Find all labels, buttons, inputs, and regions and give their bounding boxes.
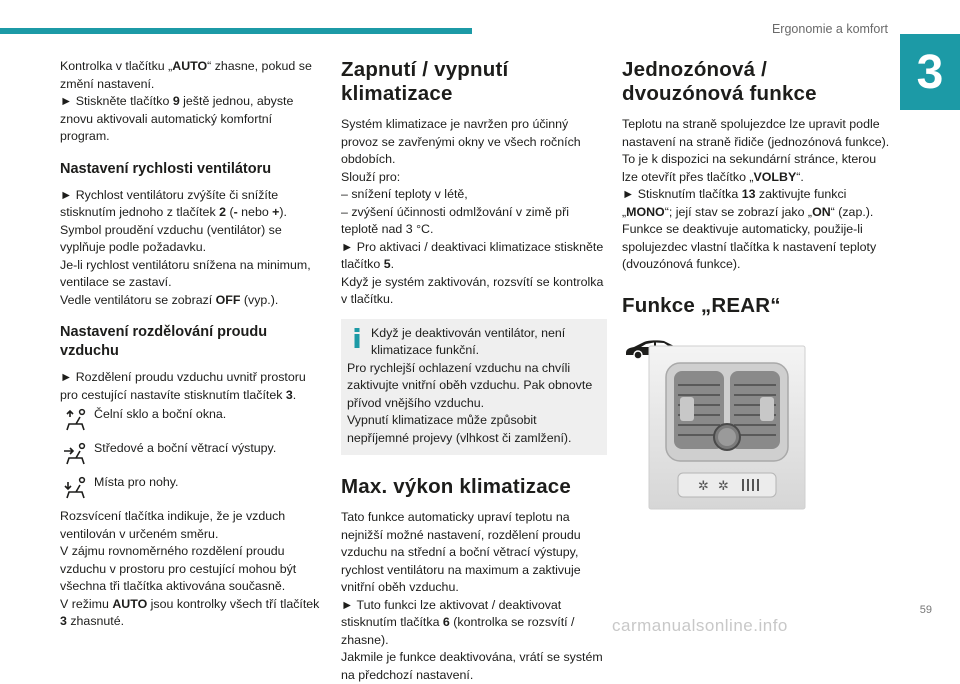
paragraph: – zvýšení účinnosti odmlžování v zimě při teplotě nad 3 °C.: [341, 204, 569, 236]
paragraph: – snížení teploty v létě,: [341, 187, 468, 201]
paragraph: To je k dispozici na sekundární stránce, kterou lze otevřít přes tlačítko „VOLBY“.: [622, 152, 877, 184]
heading-max-ac: Max. výkon klimatizace: [341, 475, 572, 498]
paragraph: V zájmu rovnoměrného rozdělení proudu vzduchu v prostoru pro cestující mohou být všechna tři tlačítka aktivována současně.: [60, 544, 297, 593]
column-3: [622, 58, 890, 365]
column-2: [341, 58, 607, 684]
paragraph: ► Pro aktivaci / deaktivaci klimatizace stiskněte tlačítko 5.: [341, 239, 604, 271]
watermark: carmanualsonline.info: [612, 616, 788, 635]
info-box: [341, 319, 607, 456]
paragraph: Vedle ventilátoru se zobrazí OFF (vyp.).: [60, 292, 279, 307]
rear-vent-panel-illustration: [648, 345, 806, 510]
paragraph: Tato funkce automaticky upraví teplotu na nejnižší možné nastavení, rozdělení proudu vzduchu na střední a boční větrací výstupy, rychlost ventilátoru na maximum a zaktivuje vnitřní oběh vzduchu.: [341, 510, 581, 594]
paragraph: Kontrolka v tlačítku „AUTO“ zhasne, pokud se změní nastavení.: [60, 59, 312, 91]
paragraph: Teplotu na straně spolujezdce lze upravit podle nastavení na straně řidiče (jednozónová funkce).: [622, 117, 890, 149]
page-number: 59: [919, 604, 932, 616]
distribution-item-label: Čelní sklo a boční okna.: [94, 407, 227, 421]
windscreen-airflow-icon: [60, 406, 90, 434]
page-header-title: Ergonomie a komfort: [771, 22, 888, 36]
paragraph: Rozsvícení tlačítka indikuje, že je vzduch ventilován v určeném směru.: [60, 509, 286, 541]
info-icon: [349, 327, 365, 349]
heading-rear-function: Funkce „REAR“: [622, 293, 781, 317]
distribution-item-windscreen: [60, 406, 322, 434]
heading-zone-function: Jednozónová / dvouzónová funkce: [622, 58, 817, 105]
info-text: Když je deaktivován ventilátor, není klimatizace funkční.: [371, 325, 566, 357]
paragraph: ► Stiskněte tlačítko 9 ještě jednou, abyste znovu aktivovali automatický komfortní program.: [60, 94, 294, 143]
column-1: [60, 58, 322, 631]
heading-fan-speed: Nastavení rychlosti ventilátoru: [60, 160, 272, 177]
distribution-item-label: Místa pro nohy.: [94, 475, 179, 489]
distribution-item-label: Středové a boční větrací výstupy.: [94, 441, 277, 455]
paragraph: V režimu AUTO jsou kontrolky všech tří tlačítek 3 zhasnuté.: [60, 596, 320, 628]
paragraph: ► Stisknutím tlačítka 13 zaktivujte funkci „MONO“; její stav se zobrazí jako „ON“ (zap.).: [622, 187, 874, 219]
paragraph: Symbol proudění vzduchu (ventilátor) se vyplňuje podle požadavku.: [60, 222, 282, 254]
paragraph: Systém klimatizace je navržen pro účinný provoz se zavřenými okny ve všech ročních obdobích.: [341, 117, 581, 166]
paragraph: Slouží pro:: [341, 169, 401, 184]
paragraph: ► Tuto funkci lze aktivovat / deaktivovat stisknutím tlačítka 6 (kontrolka se rozsvítí / zhasne).: [341, 597, 575, 647]
heading-ac-on-off: Zapnutí / vypnutí klimatizace: [341, 58, 509, 105]
chapter-number-tab: 3: [900, 34, 960, 110]
svg-text:✲: ✲: [718, 479, 729, 494]
paragraph: Je-li rychlost ventilátoru snížena na minimum, ventilace se zastaví.: [60, 257, 311, 289]
header-accent-bar: [0, 28, 472, 34]
paragraph: ► Rozdělení proudu vzduchu uvnitř prostoru pro cestující nastavíte stisknutím tlačítek 3.: [60, 370, 306, 402]
svg-text:✲: ✲: [698, 479, 709, 494]
face-vent-airflow-icon: [60, 440, 90, 468]
distribution-item-center: [60, 440, 322, 468]
info-text: Vypnutí klimatizace může způsobit nepříjemné projevy (vlhkost či zamlžení).: [347, 413, 572, 445]
paragraph: Jakmile je funkce deaktivována, vrátí se systém na předchozí nastavení.: [341, 650, 603, 682]
info-text: Pro rychlejší ochlazení vzduchu na chvíli zaktivujte vnitřní oběh vzduchu. Pak obnovte přívod vnějšího vzduchu.: [347, 360, 593, 410]
distribution-item-feet: [60, 474, 322, 502]
paragraph: Když je systém zaktivován, rozsvítí se kontrolka v tlačítku.: [341, 274, 604, 306]
heading-air-distribution: Nastavení rozdělování proudu vzduchu: [60, 324, 268, 359]
paragraph: ► Rychlost ventilátoru zvýšíte či snížíte stisknutím jednoho z tlačítek 2 (- nebo +).: [60, 187, 287, 219]
paragraph: Funkce se deaktivuje automaticky, použije-li spolujezdec vlastní tlačítka k nastavení teploty (dvouzónová funkce).: [622, 222, 877, 271]
footwell-airflow-icon: [60, 474, 90, 502]
